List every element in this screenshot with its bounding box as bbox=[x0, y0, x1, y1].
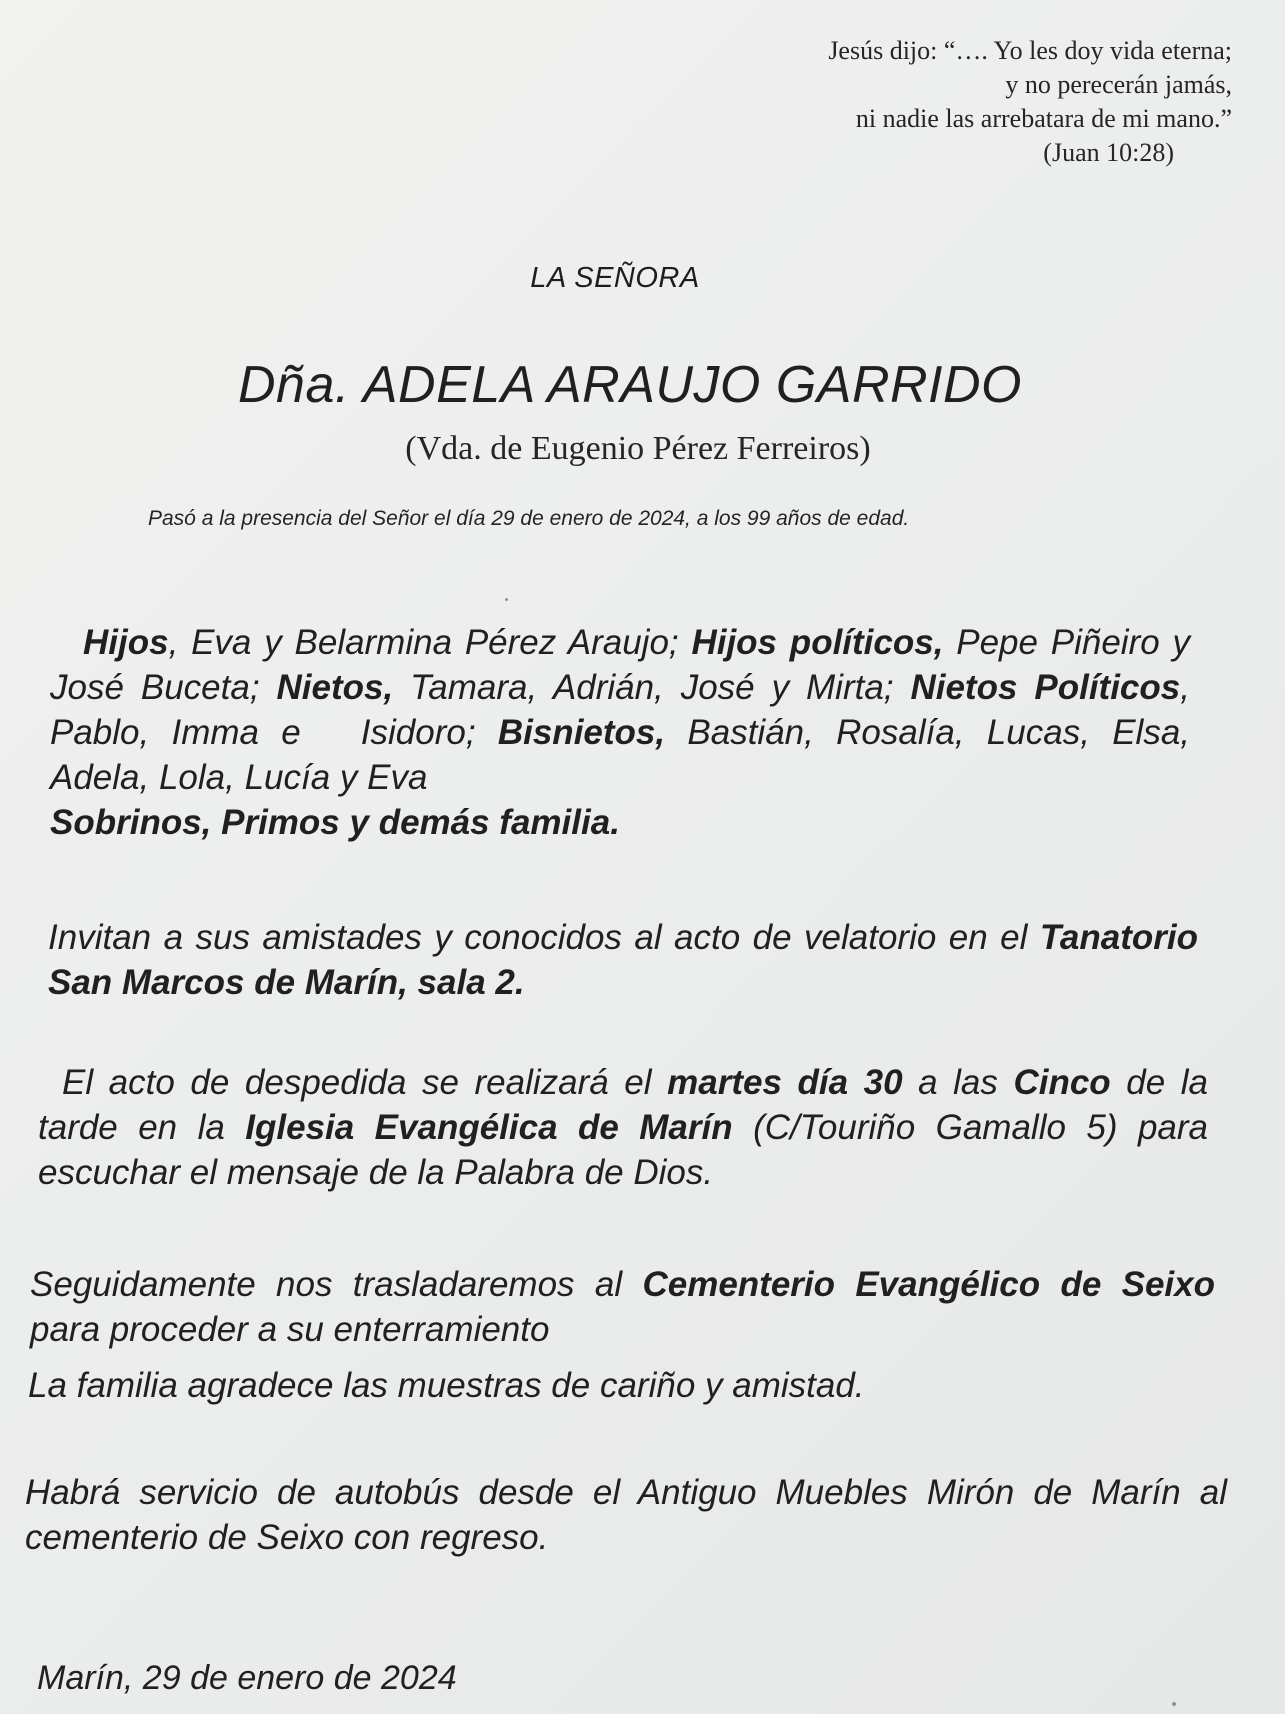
grandchildren-names: Tamara, Adrián, José y Mirta; bbox=[393, 668, 911, 707]
paper-speck bbox=[1172, 1702, 1176, 1706]
dateline: Marín, 29 de enero de 2024 bbox=[37, 1659, 457, 1697]
family-list bbox=[50, 620, 1190, 845]
quote-line-2: y no perecerán jamás, bbox=[1005, 70, 1232, 99]
farewell-day: martes día 30 bbox=[667, 1063, 903, 1102]
children-names: , Eva y Belarmina Pérez Araujo; bbox=[168, 623, 692, 662]
honorific: LA SEÑORA bbox=[530, 262, 700, 294]
great-grandchildren-names: Bastián, Rosalía, Lucas, Elsa, Adela, Lola, Lucía y Eva bbox=[50, 713, 1191, 797]
farewell-text-4: (C/Touriño Gamallo 5) para escuchar el mensaje de la Palabra de Dios. bbox=[38, 1108, 1208, 1192]
other-family: Sobrinos, Primos y demás familia. bbox=[50, 803, 620, 842]
burial-notice bbox=[30, 1262, 1215, 1352]
great-grandchildren-label: Bisnietos, bbox=[497, 713, 666, 752]
grandchildren-in-law-names-cont: Isidoro; bbox=[360, 713, 498, 752]
children-in-law-names: Pepe Piñeiro y José Buceta; bbox=[50, 623, 1190, 707]
farewell-text-2: a las bbox=[902, 1063, 1014, 1102]
cemetery-name: Cementerio Evangélico de Seixo bbox=[642, 1265, 1215, 1304]
children-in-law-label: Hijos políticos, bbox=[691, 623, 944, 662]
grandchildren-in-law-names: , Pablo, Imma e bbox=[50, 668, 1190, 752]
family-thanks: La familia agradece las muestras de cariño y amistad. bbox=[28, 1366, 865, 1405]
wake-invitation bbox=[48, 915, 1198, 1005]
grandchildren-label: Nietos, bbox=[276, 668, 394, 707]
quote-line-3: ni nadie las arrebatara de mi mano.” bbox=[855, 104, 1232, 133]
quote-reference: (Juan 10:28) bbox=[1043, 138, 1174, 167]
deceased-name: Dña. ADELA ARAUJO GARRIDO bbox=[237, 356, 1023, 414]
widow-of: (Vda. de Eugenio Pérez Ferreiros) bbox=[405, 430, 871, 467]
paper-speck bbox=[505, 598, 508, 601]
farewell-text-3: de la tarde en la bbox=[38, 1063, 1208, 1147]
invitation-text: Invitan a sus amistades y conocidos al acto de velatorio en el bbox=[48, 918, 1040, 957]
burial-text-2: para proceder a su enterramiento bbox=[30, 1310, 550, 1349]
children-label: Hijos bbox=[83, 623, 169, 662]
bus-service-notice: Habrá servicio de autobús desde el Antiguo Muebles Mirón de Marín al cementerio de Seixo con regreso. bbox=[25, 1473, 1227, 1557]
quote-line-1: Jesús dijo: “…. Yo les doy vida eterna; bbox=[828, 36, 1232, 65]
farewell-service bbox=[38, 1060, 1208, 1195]
farewell-time: Cinco bbox=[1013, 1063, 1111, 1102]
grandchildren-in-law-label: Nietos Políticos bbox=[910, 668, 1181, 707]
farewell-text-1: El acto de despedida se realizará el bbox=[62, 1063, 668, 1102]
bible-quote bbox=[532, 34, 1232, 170]
burial-text-1: Seguidamente nos trasladaremos al bbox=[30, 1265, 643, 1304]
farewell-church: Iglesia Evangélica de Marín bbox=[245, 1108, 733, 1147]
passed-notice: Pasó a la presencia del Señor el día 29 de enero de 2024, a los 99 años de edad. bbox=[148, 507, 910, 530]
wake-location: Tanatorio San Marcos de Marín, sala 2. bbox=[48, 918, 1198, 1002]
